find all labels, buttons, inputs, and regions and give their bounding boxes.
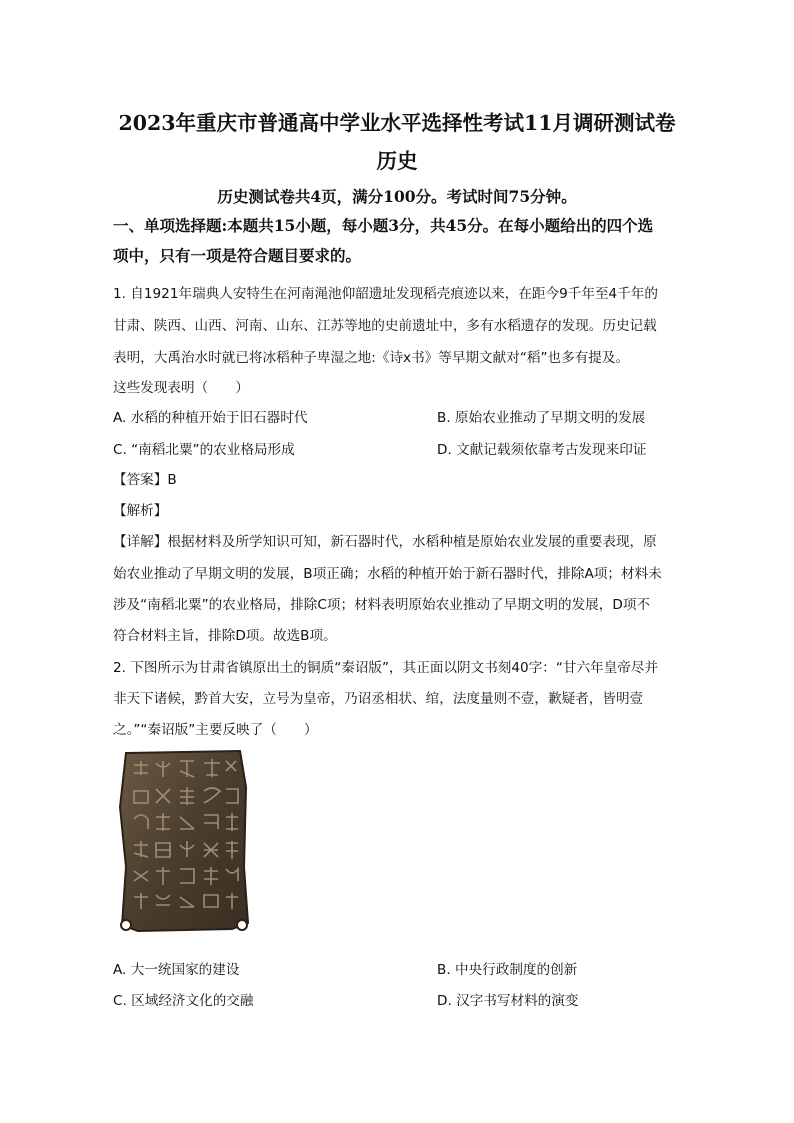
subject-title: 历史: [376, 149, 418, 173]
q2-stem-line-1: 2. 下图所示为甘肃省镇原出土的铜质“秦诏版”，其正面以阴文书刻40字：“甘六年皇帝尽并: [113, 660, 659, 676]
q1-detail-line-2: 始农业推动了早期文明的发展，B项正确；水稻的种植开始于新石器时代，排除A项；材料未: [113, 566, 662, 582]
q1-detail-line-1: 【详解】根据材料及所学知识可知，新石器时代，水稻种植是原始农业发展的重要表现，原: [113, 534, 657, 550]
q2-option-c[interactable]: C. 区域经济文化的交融: [113, 993, 254, 1009]
q1-detail-line-3: 涉及“南稻北粟”的农业格局，排除C项；材料表明原始农业推动了早期文明的发展，D项不: [113, 597, 651, 613]
q1-analysis-label: 【解析】: [113, 503, 168, 519]
q1-option-c[interactable]: C. “南稻北粟”的农业格局形成: [113, 442, 295, 458]
q1-stem-line-1: 1. 自1921年瑞典人安特生在河南渑池仰韶遗址发现稻壳痕迹以来，在距今9千年至4千年的: [113, 286, 658, 302]
section-heading-line-1: 一、单项选择题:本题共15小题，每小题3分，共45分。在每小题给出的四个选: [113, 216, 654, 235]
q1-option-a[interactable]: A. 水稻的种植开始于旧石器时代: [113, 410, 308, 426]
section-heading-line-2: 项中，只有一项是符合题目要求的。: [113, 246, 362, 265]
exam-title: 2023年重庆市普通高中学业水平选择性考试11月调研测试卷: [118, 111, 676, 135]
qin-edict-bronze-plate-image: [112, 747, 260, 937]
q2-stem-line-2: 非天下诸候，黔首大安，立号为皇帝，乃诏丞相状、绾，法度量则不壹，歉疑者，皆明壹: [113, 691, 644, 707]
q2-stem-line-3: 之。”“秦诏版”主要反映了（ ）: [113, 722, 318, 738]
q2-option-a[interactable]: A. 大一统国家的建设: [113, 962, 240, 978]
q1-option-b[interactable]: B. 原始农业推动了早期文明的发展: [437, 410, 646, 426]
q1-stem-line-4: 这些发现表明（ ）: [113, 380, 249, 396]
q1-detail-line-4: 符合材料主旨，排除D项。故选B项。: [113, 628, 337, 644]
q2-option-b[interactable]: B. 中央行政制度的创新: [437, 962, 578, 978]
q1-option-d[interactable]: D. 文献记载须依靠考古发现来印证: [437, 442, 647, 458]
q1-stem-line-3: 表明，大禹治水时就已将冰稻种子卑湿之地:《诗ⅹ书》等早期文献对“稻”也多有提及。: [113, 350, 630, 366]
exam-info: 历史测试卷共4页，满分100分。考试时间75分钟。: [217, 187, 577, 206]
q1-answer: 【答案】B: [113, 472, 177, 488]
q2-option-d[interactable]: D. 汉字书写材料的演变: [437, 993, 579, 1009]
q1-stem-line-2: 甘肃、陕西、山西、河南、山东、江苏等地的史前遗址中，多有水稻遗存的发现。历史记载: [113, 318, 657, 334]
